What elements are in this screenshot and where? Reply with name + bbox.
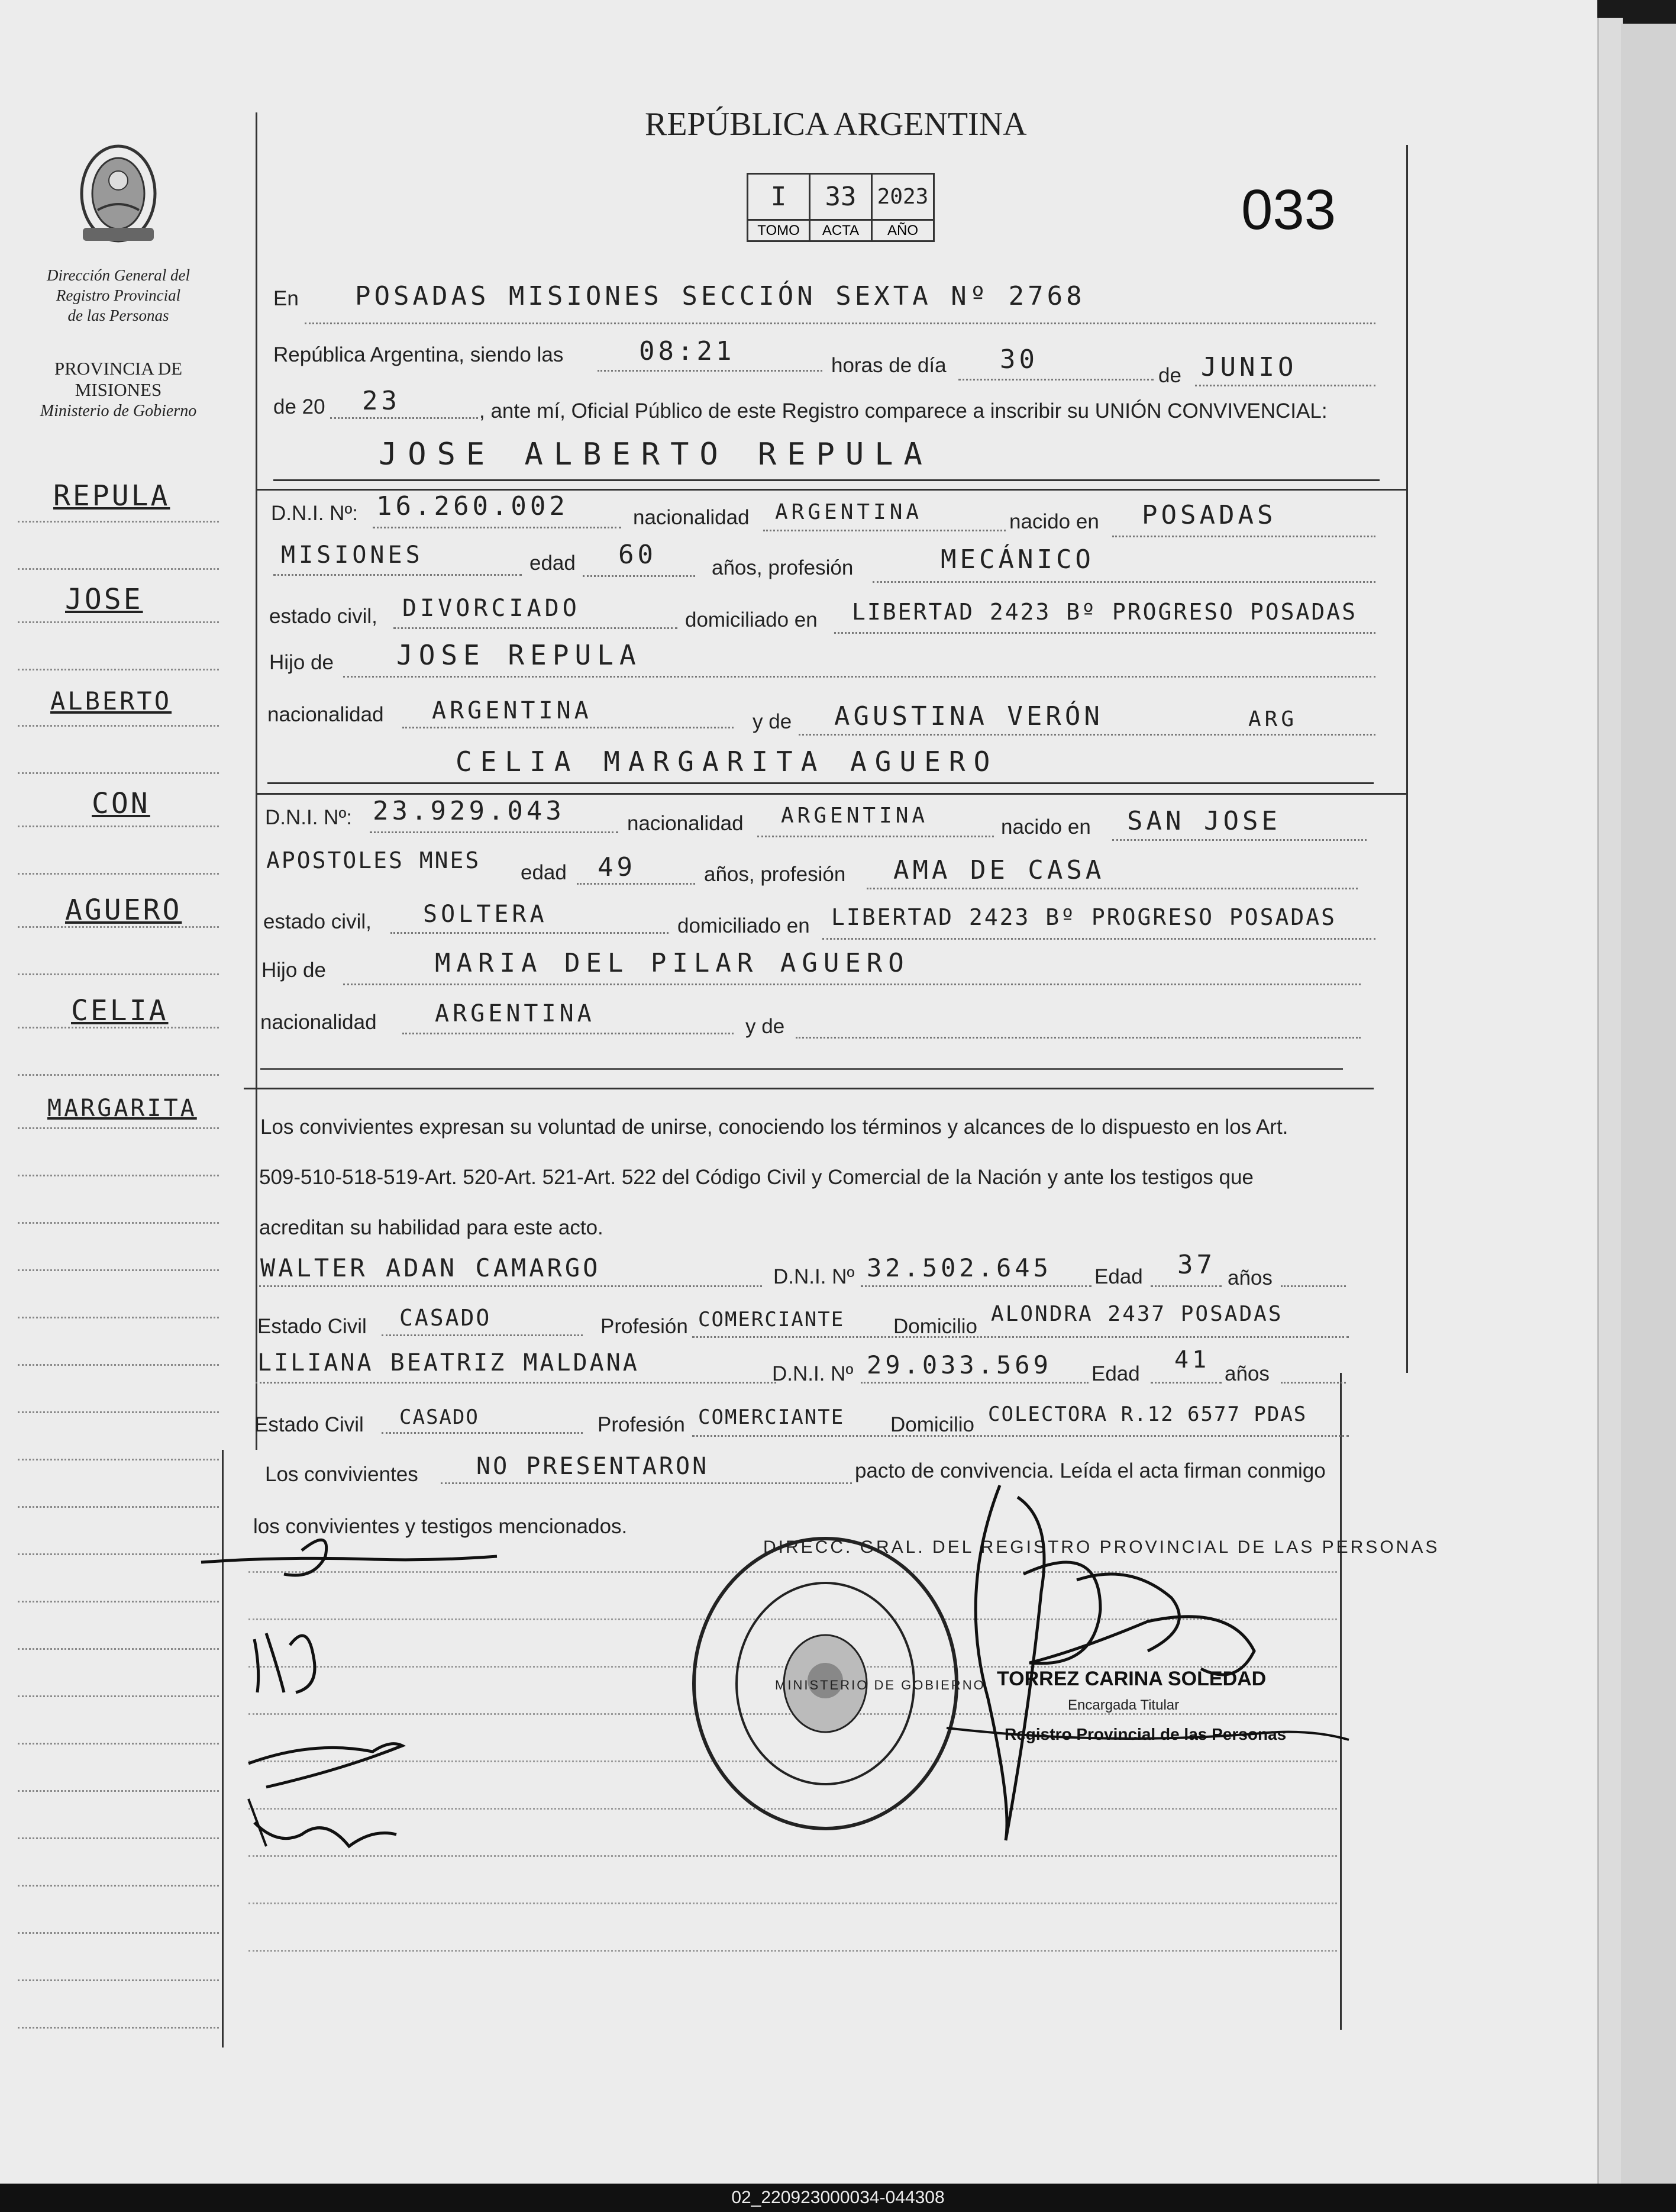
p1-parent-nac-label: nacionalidad bbox=[267, 703, 384, 726]
margin-rule bbox=[18, 772, 219, 774]
p2-nacido-label: nacido en bbox=[1001, 815, 1091, 839]
pacto-line bbox=[441, 1482, 852, 1484]
de20-label: de 20 bbox=[273, 395, 325, 418]
p2-civil-label: estado civil, bbox=[263, 910, 372, 933]
p1-civil-line bbox=[393, 627, 677, 629]
margin-rule bbox=[18, 1885, 219, 1887]
name-line bbox=[273, 479, 1380, 481]
p1-yde-label: y de bbox=[753, 710, 792, 733]
margin-name: ALBERTO bbox=[50, 686, 172, 715]
person2-full-name: CELIA MARGARITA AGUERO bbox=[456, 746, 999, 778]
provincial-seal bbox=[71, 139, 166, 249]
p1-address: LIBERTAD 2423 Bº PROGRESO POSADAS bbox=[852, 599, 1357, 625]
margin-rule bbox=[18, 1979, 219, 1981]
p2-dni: 23.929.043 bbox=[373, 796, 565, 826]
witness1-age: 37 bbox=[1177, 1250, 1216, 1280]
p2-prof-line bbox=[867, 888, 1358, 889]
p2-parent-nat: ARGENTINA bbox=[435, 1000, 595, 1027]
page-edge bbox=[1597, 18, 1623, 2184]
p1-civil: DIVORCIADO bbox=[402, 595, 580, 622]
margin-name: JOSE bbox=[65, 583, 143, 616]
section-divider bbox=[244, 1088, 1374, 1089]
p1-nac-line bbox=[763, 530, 1006, 531]
margin-rule bbox=[18, 1459, 219, 1460]
p1-hijo-label: Hijo de bbox=[269, 651, 334, 674]
margin-name: MARGARITA bbox=[47, 1095, 197, 1122]
p1-prof-label: años, profesión bbox=[712, 556, 854, 579]
province-name bbox=[30, 358, 207, 422]
day-line bbox=[958, 379, 1154, 381]
p2-parent-nat-line bbox=[402, 1033, 734, 1034]
margin-rule bbox=[18, 621, 219, 623]
margin-rule bbox=[18, 1506, 219, 1508]
margin-rule bbox=[18, 1837, 219, 1839]
w1-age-line bbox=[1151, 1285, 1222, 1287]
stamp-inner-text: MINISTERIO DE GOBIERNO bbox=[775, 1678, 986, 1692]
person1-full-name: JOSE ALBERTO REPULA bbox=[379, 437, 933, 472]
p1-profession: MECÁNICO bbox=[941, 544, 1094, 575]
province-line: MISIONES bbox=[75, 379, 162, 400]
act-number: 033 bbox=[1241, 178, 1336, 241]
w1-civil-label: Estado Civil bbox=[257, 1315, 367, 1338]
frame-right-line bbox=[1406, 145, 1408, 1373]
p1-mother: AGUSTINA VERÓN bbox=[834, 701, 1103, 731]
witness1-civil: CASADO bbox=[399, 1305, 492, 1331]
officer-name: TORREZ CARINA SOLEDAD bbox=[997, 1668, 1267, 1690]
p2-nac-line bbox=[757, 836, 994, 837]
margin-rule bbox=[18, 1601, 219, 1602]
p1-father: JOSE REPULA bbox=[396, 639, 642, 671]
witness2-address: COLECTORA R.12 6577 PDAS bbox=[988, 1402, 1307, 1426]
margin-rule bbox=[18, 926, 219, 928]
w2-edad-label: Edad bbox=[1092, 1362, 1140, 1385]
p2-civil: SOLTERA bbox=[423, 901, 548, 928]
republica-label: República Argentina, siendo las bbox=[273, 343, 564, 366]
witness1-dni: 32.502.645 bbox=[867, 1253, 1052, 1282]
witness2-age: 41 bbox=[1174, 1346, 1210, 1373]
witness1-address: ALONDRA 2437 POSADAS bbox=[991, 1302, 1283, 1326]
margin-name: REPULA bbox=[53, 479, 170, 512]
p2-mother-line bbox=[343, 984, 1361, 985]
margin-rule bbox=[18, 1269, 219, 1271]
p2-mother: MARIA DEL PILAR AGUERO bbox=[435, 948, 910, 978]
p1-parent-nat-line bbox=[402, 727, 734, 728]
p2-age: 49 bbox=[598, 852, 636, 882]
margin-rule bbox=[18, 1317, 219, 1318]
margin-rule bbox=[18, 873, 219, 875]
p1-dni-label: D.N.I. Nº: bbox=[271, 502, 358, 525]
margin-rule bbox=[18, 568, 219, 570]
pacto-label-2: pacto de convivencia. Leída el acta firman conmigo bbox=[855, 1459, 1326, 1482]
margin-rule bbox=[18, 1743, 219, 1745]
w2-prof-line bbox=[692, 1435, 1349, 1437]
margin-rule bbox=[18, 1222, 219, 1224]
margin-rule bbox=[18, 725, 219, 727]
p2-birthplace: SAN JOSE bbox=[1127, 806, 1281, 836]
p1-age-line bbox=[583, 575, 695, 577]
tomo-acta-ano-box bbox=[747, 173, 935, 242]
w2-prof-label: Profesión bbox=[598, 1413, 685, 1436]
w2-dom-label: Domicilio bbox=[890, 1413, 974, 1436]
witness1-name: WALTER ADAN CAMARGO bbox=[260, 1253, 601, 1282]
p1-dom-label: domiciliado en bbox=[685, 608, 818, 631]
p1-age: 60 bbox=[618, 540, 657, 570]
w2-anos-label: años bbox=[1225, 1362, 1270, 1385]
p2-dni-label: D.N.I. Nº: bbox=[265, 806, 352, 829]
p2-dom-label: domiciliado en bbox=[677, 914, 810, 937]
p2-birthplace2: APOSTOLES MNES bbox=[266, 847, 481, 873]
p2-age-line bbox=[577, 883, 695, 885]
margin-name: AGUERO bbox=[65, 894, 182, 927]
w2-dni-line bbox=[861, 1382, 1089, 1384]
agency-line: de las Personas bbox=[67, 307, 169, 324]
witness2-civil: CASADO bbox=[399, 1405, 479, 1429]
margin-rule bbox=[18, 1648, 219, 1650]
witness2-prof: COMERCIANTE bbox=[698, 1405, 845, 1429]
p2-civil-line bbox=[390, 932, 669, 934]
p2-hijo-label: Hijo de bbox=[261, 959, 326, 982]
stamp-ring-text: DIRECC. GRAL. DEL REGISTRO PROVINCIAL DE LAS PERSONAS bbox=[763, 1537, 1440, 1557]
name-line bbox=[260, 1068, 1343, 1070]
signature-rule bbox=[248, 1950, 1337, 1952]
tomo-value: I bbox=[748, 174, 810, 220]
section-divider bbox=[256, 489, 1406, 491]
w1-anos-label: años bbox=[1228, 1266, 1273, 1289]
p1-birthplace: POSADAS bbox=[1142, 500, 1277, 530]
ano-label: AÑO bbox=[872, 220, 934, 241]
margin-name: CON bbox=[92, 787, 150, 820]
p2-dni-line bbox=[370, 831, 618, 833]
en-label: En bbox=[273, 287, 299, 310]
p1-mother-line bbox=[799, 734, 1375, 736]
place-line bbox=[305, 323, 1375, 324]
w1-prof-label: Profesión bbox=[600, 1315, 688, 1338]
p1-prof-line bbox=[873, 581, 1375, 583]
w2-civil-line bbox=[382, 1432, 583, 1434]
w1-prof-line bbox=[692, 1336, 1349, 1338]
p1-dni: 16.260.002 bbox=[376, 491, 569, 521]
margin-rule bbox=[18, 1127, 219, 1129]
p1-nac-label: nacionalidad bbox=[633, 506, 750, 529]
name-line bbox=[267, 782, 1374, 784]
margin-rule bbox=[18, 973, 219, 975]
p2-profession: AMA DE CASA bbox=[893, 855, 1105, 885]
margin-rule bbox=[18, 521, 219, 523]
ministry-name: Ministerio de Gobierno bbox=[40, 402, 197, 420]
time-line bbox=[598, 370, 822, 372]
margin-rule bbox=[18, 1695, 219, 1697]
margin-rule bbox=[18, 1027, 219, 1028]
p2-mother2-line bbox=[796, 1037, 1361, 1039]
p1-edad-label: edad bbox=[529, 552, 576, 575]
w1-civil-line bbox=[382, 1334, 583, 1336]
acta-value: 33 bbox=[810, 174, 872, 220]
p1-father-line bbox=[343, 676, 1375, 678]
margin-rule bbox=[18, 1553, 219, 1555]
margin-rule bbox=[18, 1932, 219, 1934]
de-label: de bbox=[1158, 364, 1181, 387]
p2-nationality: ARGENTINA bbox=[781, 804, 929, 828]
witness2-name: LILIANA BEATRIZ MALDANA bbox=[257, 1349, 640, 1376]
margin-rule bbox=[18, 1790, 219, 1792]
p1-birthplace2: MISIONES bbox=[281, 541, 424, 569]
margin-name: CELIA bbox=[71, 994, 169, 1027]
margin-rule bbox=[18, 1074, 219, 1076]
witness2-name-line bbox=[256, 1382, 776, 1384]
margin-rule bbox=[18, 826, 219, 827]
officer-office: Registro Provincial de las Personas bbox=[1005, 1725, 1287, 1743]
year-line bbox=[330, 417, 478, 419]
ano-value: 2023 bbox=[872, 174, 934, 220]
document-title: REPÚBLICA ARGENTINA bbox=[645, 106, 1027, 143]
tomo-label: TOMO bbox=[748, 220, 810, 241]
section-divider bbox=[256, 793, 1406, 795]
page-edge-back bbox=[1621, 24, 1676, 2184]
seal-icon bbox=[71, 139, 166, 249]
place-value: POSADAS MISIONES SECCIÓN SEXTA Nº 2768 bbox=[355, 281, 1086, 311]
p2-nac-label: nacionalidad bbox=[627, 812, 744, 835]
comparece-statement: , ante mí, Oficial Público de este Registro comparece a inscribir su UNIÓN CONVIVENCIAL: bbox=[479, 399, 1328, 423]
margin-rule bbox=[18, 1411, 219, 1413]
p1-birth2-line bbox=[273, 574, 522, 576]
acta-label: ACTA bbox=[810, 220, 872, 241]
day-value: 30 bbox=[1000, 344, 1038, 375]
p1-nationality: ARGENTINA bbox=[775, 500, 923, 524]
w1-edad-label: Edad bbox=[1094, 1265, 1143, 1288]
p2-birth-line bbox=[1112, 839, 1367, 841]
margin-rule bbox=[18, 669, 219, 670]
pacto-value: NO PRESENTARON bbox=[476, 1453, 709, 1480]
p1-civil-label: estado civil, bbox=[269, 605, 377, 628]
w1-dom-label: Domicilio bbox=[893, 1315, 977, 1338]
pacto-label-1: Los convivientes bbox=[265, 1463, 418, 1486]
margin-rule bbox=[18, 1364, 219, 1366]
province-line: PROVINCIA DE bbox=[54, 358, 183, 379]
w1-dni-line bbox=[861, 1285, 1092, 1287]
p2-prof-label: años, profesión bbox=[704, 863, 846, 886]
month-value: JUNIO bbox=[1201, 352, 1297, 382]
officer-signature bbox=[923, 1473, 1373, 1852]
witness1-name-line bbox=[259, 1285, 762, 1287]
w2-dni-label: D.N.I. Nº bbox=[772, 1362, 854, 1385]
p2-parent-nac-label: nacionalidad bbox=[260, 1011, 377, 1034]
paragraph-line: acreditan su habilidad para este acto. bbox=[259, 1216, 603, 1239]
month-line bbox=[1195, 385, 1375, 386]
w1-dni-label: D.N.I. Nº bbox=[773, 1265, 855, 1288]
witness2-dni: 29.033.569 bbox=[867, 1350, 1052, 1379]
p1-birth-line bbox=[1112, 536, 1375, 537]
p2-yde-label: y de bbox=[745, 1015, 785, 1038]
file-id-footer: 02_220923000034-044308 bbox=[0, 2184, 1676, 2212]
margin-rule bbox=[18, 1175, 219, 1176]
witness-signatures bbox=[195, 1515, 527, 1905]
p2-address: LIBERTAD 2423 Bº PROGRESO POSADAS bbox=[831, 904, 1336, 930]
p1-dni-line bbox=[373, 527, 621, 528]
agency-name bbox=[30, 265, 207, 325]
agency-line: Dirección General del bbox=[47, 266, 190, 284]
witness1-prof: COMERCIANTE bbox=[698, 1308, 845, 1331]
margin-rule bbox=[18, 2027, 219, 2029]
p1-nacido-label: nacido en bbox=[1009, 510, 1099, 533]
w2-age-line bbox=[1151, 1382, 1222, 1384]
p1-mother-nat: ARG bbox=[1248, 707, 1298, 731]
p2-edad-label: edad bbox=[521, 861, 567, 884]
frame-left-line bbox=[256, 112, 257, 1450]
horas-label: horas de día bbox=[831, 354, 947, 377]
p2-address-line bbox=[822, 938, 1375, 940]
officer-title: Encargada Titular bbox=[1068, 1697, 1180, 1713]
closing-line: los convivientes y testigos mencionados. bbox=[253, 1515, 628, 1538]
w2-anos-line bbox=[1281, 1382, 1346, 1384]
p1-parent-nat: ARGENTINA bbox=[432, 697, 592, 724]
w1-anos-line bbox=[1281, 1285, 1346, 1287]
time-value: 08:21 bbox=[639, 336, 735, 366]
agency-line: Registro Provincial bbox=[56, 286, 181, 304]
paragraph-line: 509-510-518-519-Art. 520-Art. 521-Art. 522 del Código Civil y Comercial de la Nación y ante los testigos que bbox=[259, 1166, 1254, 1189]
p1-address-line bbox=[834, 632, 1375, 634]
year-value: 23 bbox=[362, 386, 401, 416]
paragraph-line: Los convivientes expresan su voluntad de unirse, conociendo los términos y alcances de lo dispuesto en los Art. bbox=[260, 1115, 1289, 1139]
w2-civil-label: Estado Civil bbox=[254, 1413, 364, 1436]
